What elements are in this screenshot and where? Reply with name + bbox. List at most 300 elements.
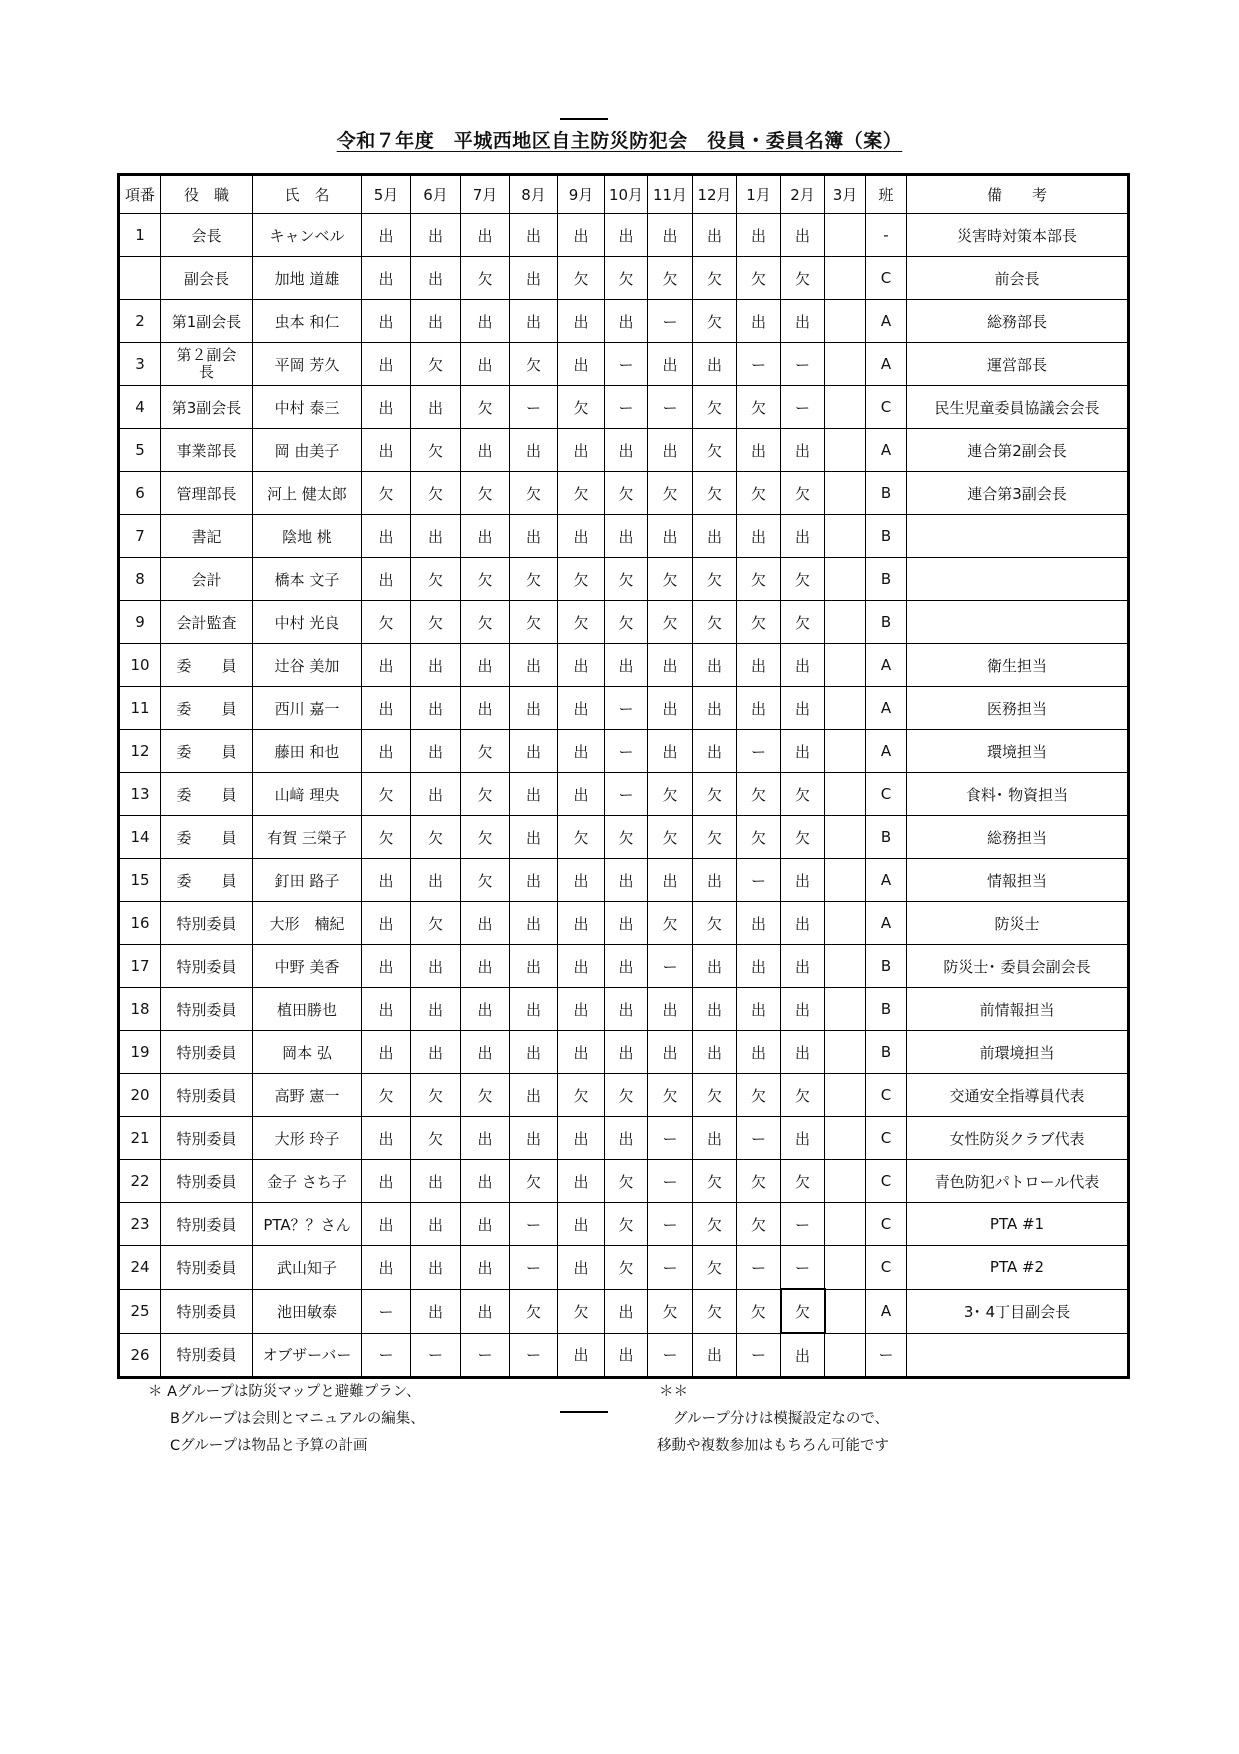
column-header: 班	[866, 175, 907, 214]
member-role: 第1副会長	[161, 300, 253, 343]
attendance-cell: 出	[605, 1117, 648, 1160]
group-cell: ー	[866, 1333, 907, 1378]
row-number: 6	[119, 472, 161, 515]
member-name: 山﨑 理央	[253, 773, 362, 816]
attendance-cell: 欠	[781, 1074, 825, 1117]
member-role: 特別委員	[161, 1203, 253, 1246]
column-header: 9月	[558, 175, 605, 214]
attendance-cell: ー	[648, 945, 693, 988]
attendance-cell	[825, 859, 866, 902]
attendance-cell: 欠	[648, 601, 693, 644]
attendance-cell: 出	[411, 1246, 461, 1290]
attendance-cell: 出	[461, 300, 510, 343]
attendance-cell: 欠	[461, 386, 510, 429]
row-number: 2	[119, 300, 161, 343]
member-name: オブザーバー	[253, 1333, 362, 1378]
attendance-cell: 欠	[693, 902, 737, 945]
member-name: PTA？？さん	[253, 1203, 362, 1246]
attendance-cell: 欠	[461, 257, 510, 300]
attendance-cell: 出	[362, 1031, 411, 1074]
attendance-cell: 欠	[648, 472, 693, 515]
note-cell: 医務担当	[907, 687, 1129, 730]
attendance-cell: 出	[605, 644, 648, 687]
attendance-cell: 欠	[461, 472, 510, 515]
attendance-cell: 出	[693, 1333, 737, 1378]
attendance-cell: 出	[510, 773, 558, 816]
member-name: 大形 楠紀	[253, 902, 362, 945]
attendance-cell: 出	[605, 1289, 648, 1333]
attendance-cell: 欠	[411, 343, 461, 386]
table-row	[119, 902, 1129, 945]
attendance-cell	[825, 945, 866, 988]
group-cell: A	[866, 644, 907, 687]
attendance-cell: 出	[737, 214, 781, 257]
attendance-cell: 欠	[781, 472, 825, 515]
row-number: 5	[119, 429, 161, 472]
attendance-cell: 出	[461, 1117, 510, 1160]
attendance-cell: 欠	[411, 558, 461, 601]
attendance-cell: 欠	[461, 816, 510, 859]
note-cell: 前会長	[907, 257, 1129, 300]
table-row	[119, 343, 1129, 386]
column-header: 項番	[119, 175, 161, 214]
note-right-line: グループ分けは模擬設定なので、	[673, 1411, 890, 1427]
attendance-cell: 欠	[605, 257, 648, 300]
member-name: 中野 美香	[253, 945, 362, 988]
member-name: 大形 玲子	[253, 1117, 362, 1160]
attendance-cell: 欠	[737, 1203, 781, 1246]
row-number: 11	[119, 687, 161, 730]
group-cell: B	[866, 988, 907, 1031]
member-name: 虫本 和仁	[253, 300, 362, 343]
attendance-cell: 欠	[411, 902, 461, 945]
attendance-cell: 出	[605, 429, 648, 472]
member-name: 藤田 和也	[253, 730, 362, 773]
member-name: 河上 健太郎	[253, 472, 362, 515]
notes-left	[148, 1379, 425, 1460]
attendance-cell: 出	[362, 1203, 411, 1246]
attendance-cell: 出	[510, 859, 558, 902]
attendance-cell: 出	[648, 343, 693, 386]
attendance-cell: 欠	[558, 472, 605, 515]
row-number: 26	[119, 1333, 161, 1378]
attendance-cell: 出	[510, 1031, 558, 1074]
member-name: 池田敏泰	[253, 1289, 362, 1333]
attendance-cell: 出	[605, 988, 648, 1031]
attendance-cell: 欠	[558, 257, 605, 300]
attendance-cell: ー	[605, 773, 648, 816]
attendance-cell: 欠	[648, 1289, 693, 1333]
attendance-cell: 欠	[693, 601, 737, 644]
note-cell: 連合第2副会長	[907, 429, 1129, 472]
attendance-cell: 出	[461, 1289, 510, 1333]
attendance-cell: ー	[461, 1333, 510, 1378]
attendance-cell: 欠	[510, 1289, 558, 1333]
note-left-line: Cグループは物品と予算の計画	[170, 1438, 368, 1454]
member-name: 橋本 文子	[253, 558, 362, 601]
attendance-cell: 出	[693, 687, 737, 730]
attendance-cell	[825, 1289, 866, 1333]
attendance-cell: 欠	[648, 902, 693, 945]
attendance-cell: 欠	[693, 1246, 737, 1290]
attendance-cell: 欠	[411, 601, 461, 644]
member-role: 委 員	[161, 730, 253, 773]
attendance-cell: ー	[648, 1246, 693, 1290]
column-header: 7月	[461, 175, 510, 214]
attendance-cell: 欠	[461, 773, 510, 816]
table-row	[119, 386, 1129, 429]
table-row	[119, 472, 1129, 515]
table-row	[119, 945, 1129, 988]
attendance-cell: 欠	[648, 816, 693, 859]
member-name: 中村 光良	[253, 601, 362, 644]
attendance-cell: ー	[737, 1333, 781, 1378]
attendance-cell	[825, 1117, 866, 1160]
row-number: 4	[119, 386, 161, 429]
attendance-cell: 出	[411, 1160, 461, 1203]
attendance-cell: ー	[648, 1160, 693, 1203]
member-role: 委 員	[161, 644, 253, 687]
attendance-cell: ー	[781, 386, 825, 429]
attendance-cell: 出	[693, 945, 737, 988]
table-row	[119, 1246, 1129, 1290]
attendance-cell: ー	[605, 343, 648, 386]
attendance-cell: 欠	[510, 601, 558, 644]
row-number: 22	[119, 1160, 161, 1203]
attendance-cell: 出	[362, 1160, 411, 1203]
row-number: 18	[119, 988, 161, 1031]
attendance-cell: 出	[648, 859, 693, 902]
member-role: 特別委員	[161, 1117, 253, 1160]
group-cell: B	[866, 601, 907, 644]
attendance-cell: 出	[558, 1333, 605, 1378]
group-cell: A	[866, 300, 907, 343]
attendance-cell: 出	[461, 343, 510, 386]
attendance-cell: 出	[781, 988, 825, 1031]
attendance-cell: 出	[737, 429, 781, 472]
member-role: 特別委員	[161, 945, 253, 988]
attendance-cell: 出	[510, 515, 558, 558]
member-role: 特別委員	[161, 1031, 253, 1074]
attendance-cell: 出	[362, 429, 411, 472]
column-header: 3月	[825, 175, 866, 214]
attendance-cell: 出	[605, 1333, 648, 1378]
attendance-cell	[825, 902, 866, 945]
row-number: 24	[119, 1246, 161, 1290]
attendance-cell: 欠	[693, 558, 737, 601]
row-number: 14	[119, 816, 161, 859]
column-header: 10月	[605, 175, 648, 214]
row-number: 15	[119, 859, 161, 902]
attendance-cell: 出	[411, 859, 461, 902]
attendance-cell: 欠	[693, 472, 737, 515]
attendance-cell: ー	[737, 1117, 781, 1160]
attendance-cell: ー	[411, 1333, 461, 1378]
group-cell: A	[866, 429, 907, 472]
member-name: 加地 道雄	[253, 257, 362, 300]
attendance-cell	[825, 1333, 866, 1378]
group-cell: B	[866, 816, 907, 859]
member-role: 会計	[161, 558, 253, 601]
note-cell: 連合第3副会長	[907, 472, 1129, 515]
attendance-cell: 出	[648, 1031, 693, 1074]
roster-table	[117, 173, 1130, 1379]
attendance-cell: 欠	[510, 343, 558, 386]
note-left-line: Bグループは会則とマニュアルの編集、	[170, 1411, 425, 1427]
attendance-cell: 出	[461, 1246, 510, 1290]
attendance-cell: 欠	[461, 558, 510, 601]
note-left-line: ＊ Aグループは防災マップと避難プラン、	[148, 1384, 421, 1400]
attendance-cell: 欠	[558, 1289, 605, 1333]
attendance-cell: ー	[510, 1246, 558, 1290]
attendance-cell: 出	[693, 644, 737, 687]
attendance-cell: 欠	[781, 773, 825, 816]
table-row	[119, 687, 1129, 730]
attendance-cell: 出	[411, 386, 461, 429]
attendance-cell: 出	[781, 644, 825, 687]
attendance-cell: 出	[510, 1074, 558, 1117]
attendance-cell: ー	[648, 300, 693, 343]
table-row	[119, 1203, 1129, 1246]
attendance-cell: 欠	[362, 601, 411, 644]
row-number: 19	[119, 1031, 161, 1074]
notes-right	[657, 1379, 889, 1460]
attendance-cell: 出	[510, 816, 558, 859]
attendance-cell	[825, 773, 866, 816]
row-number: 9	[119, 601, 161, 644]
attendance-cell: 欠	[693, 257, 737, 300]
attendance-cell: 出	[362, 343, 411, 386]
attendance-cell: 出	[737, 1031, 781, 1074]
member-name: キャンベル	[253, 214, 362, 257]
attendance-cell: 出	[510, 988, 558, 1031]
attendance-cell: 出	[693, 988, 737, 1031]
attendance-cell: 出	[461, 988, 510, 1031]
attendance-cell	[825, 601, 866, 644]
attendance-cell: 出	[461, 644, 510, 687]
table-header-row	[119, 175, 1129, 214]
row-number: 20	[119, 1074, 161, 1117]
attendance-cell: 出	[461, 515, 510, 558]
row-number: 3	[119, 343, 161, 386]
group-cell: C	[866, 1203, 907, 1246]
attendance-cell: 欠	[510, 1160, 558, 1203]
attendance-cell: 欠	[411, 1117, 461, 1160]
note-cell: 総務部長	[907, 300, 1129, 343]
attendance-cell: 出	[461, 1031, 510, 1074]
row-number: 16	[119, 902, 161, 945]
attendance-cell: 欠	[558, 558, 605, 601]
group-cell: C	[866, 386, 907, 429]
member-role: 特別委員	[161, 988, 253, 1031]
attendance-cell: 出	[558, 945, 605, 988]
note-cell: 衛生担当	[907, 644, 1129, 687]
attendance-cell: 出	[781, 214, 825, 257]
attendance-cell: 欠	[362, 816, 411, 859]
attendance-cell: 欠	[411, 1074, 461, 1117]
attendance-cell: ー	[362, 1289, 411, 1333]
member-role: 書記	[161, 515, 253, 558]
attendance-cell: 欠	[737, 601, 781, 644]
attendance-cell	[825, 257, 866, 300]
table-row	[119, 1289, 1129, 1333]
member-role: 特別委員	[161, 902, 253, 945]
attendance-cell: 出	[558, 1160, 605, 1203]
table-row	[119, 558, 1129, 601]
attendance-cell: 欠	[558, 601, 605, 644]
attendance-cell: ー	[510, 1333, 558, 1378]
attendance-cell: 出	[362, 515, 411, 558]
column-header: 8月	[510, 175, 558, 214]
attendance-cell: 欠	[362, 773, 411, 816]
attendance-cell	[825, 343, 866, 386]
note-cell: PTA #2	[907, 1246, 1129, 1290]
attendance-cell: 出	[362, 257, 411, 300]
member-name: 辻谷 美加	[253, 644, 362, 687]
attendance-cell: 欠	[605, 1160, 648, 1203]
group-cell: B	[866, 558, 907, 601]
attendance-cell	[825, 816, 866, 859]
attendance-cell: 欠	[461, 601, 510, 644]
attendance-cell: 欠	[737, 558, 781, 601]
attendance-cell: 欠	[605, 1203, 648, 1246]
attendance-cell: 出	[781, 945, 825, 988]
attendance-cell	[825, 386, 866, 429]
row-number	[119, 257, 161, 300]
attendance-cell: 出	[605, 515, 648, 558]
attendance-cell: 欠	[411, 472, 461, 515]
attendance-cell: 出	[781, 902, 825, 945]
attendance-cell: 出	[362, 644, 411, 687]
attendance-cell: 出	[737, 644, 781, 687]
row-number: 12	[119, 730, 161, 773]
notes-decorative-line	[560, 1411, 608, 1413]
attendance-cell: 出	[558, 988, 605, 1031]
note-cell: 青色防犯パトロール代表	[907, 1160, 1129, 1203]
table-row	[119, 1031, 1129, 1074]
attendance-cell: 出	[648, 644, 693, 687]
group-cell: B	[866, 945, 907, 988]
attendance-cell: 出	[737, 988, 781, 1031]
attendance-cell: 出	[693, 343, 737, 386]
attendance-cell	[825, 300, 866, 343]
attendance-cell	[825, 1246, 866, 1290]
row-number: 17	[119, 945, 161, 988]
attendance-cell: 出	[737, 515, 781, 558]
note-cell: 前情報担当	[907, 988, 1129, 1031]
member-name: 陰地 桃	[253, 515, 362, 558]
attendance-cell: 出	[411, 988, 461, 1031]
attendance-cell: 出	[648, 214, 693, 257]
attendance-cell: 出	[605, 214, 648, 257]
note-cell: 環境担当	[907, 730, 1129, 773]
attendance-cell: 欠	[781, 816, 825, 859]
attendance-cell: 欠	[693, 1160, 737, 1203]
note-cell: 防災士･ 委員会副会長	[907, 945, 1129, 988]
attendance-cell: 欠	[362, 1074, 411, 1117]
attendance-cell: 欠	[605, 558, 648, 601]
attendance-cell: ー	[737, 1246, 781, 1290]
attendance-cell: ー	[781, 1203, 825, 1246]
attendance-cell: 欠	[510, 558, 558, 601]
attendance-cell: 欠	[781, 1160, 825, 1203]
group-cell: C	[866, 1117, 907, 1160]
attendance-cell: 出	[781, 730, 825, 773]
attendance-cell: 欠	[605, 601, 648, 644]
table-row	[119, 300, 1129, 343]
attendance-cell: 出	[510, 687, 558, 730]
attendance-cell: 欠	[693, 1074, 737, 1117]
attendance-cell: ー	[737, 730, 781, 773]
attendance-cell: 出	[693, 859, 737, 902]
row-number: 21	[119, 1117, 161, 1160]
attendance-cell: 出	[362, 300, 411, 343]
note-cell: 運営部長	[907, 343, 1129, 386]
attendance-cell: 出	[558, 1203, 605, 1246]
attendance-cell: ー	[781, 343, 825, 386]
attendance-cell: 出	[605, 300, 648, 343]
attendance-cell: 欠	[461, 859, 510, 902]
attendance-cell: 出	[558, 730, 605, 773]
attendance-cell: ー	[510, 386, 558, 429]
attendance-cell: 出	[510, 300, 558, 343]
column-header: 2月	[781, 175, 825, 214]
attendance-cell: 出	[362, 558, 411, 601]
attendance-cell: 出	[781, 1031, 825, 1074]
attendance-cell: 出	[411, 1031, 461, 1074]
attendance-cell: 出	[411, 730, 461, 773]
attendance-cell: 出	[362, 214, 411, 257]
member-name: 釘田 路子	[253, 859, 362, 902]
attendance-cell: 出	[411, 773, 461, 816]
attendance-cell: 欠	[558, 386, 605, 429]
attendance-cell: 出	[558, 1246, 605, 1290]
group-cell: A	[866, 902, 907, 945]
attendance-cell	[825, 1031, 866, 1074]
table-row	[119, 773, 1129, 816]
table-row	[119, 515, 1129, 558]
attendance-cell	[825, 558, 866, 601]
attendance-cell	[825, 687, 866, 730]
row-number: 13	[119, 773, 161, 816]
attendance-cell: 欠	[461, 730, 510, 773]
attendance-cell: 出	[362, 730, 411, 773]
member-role: 委 員	[161, 687, 253, 730]
top-decorative-line	[560, 118, 608, 120]
attendance-cell: ー	[362, 1333, 411, 1378]
member-role: 委 員	[161, 816, 253, 859]
attendance-cell: 出	[510, 257, 558, 300]
note-cell: 総務担当	[907, 816, 1129, 859]
attendance-cell: 出	[362, 988, 411, 1031]
attendance-cell: 出	[605, 859, 648, 902]
table-row	[119, 988, 1129, 1031]
column-header: 備 考	[907, 175, 1129, 214]
attendance-cell: 出	[558, 687, 605, 730]
attendance-cell: 欠	[693, 300, 737, 343]
attendance-cell: 出	[558, 515, 605, 558]
attendance-cell: 欠	[737, 1074, 781, 1117]
attendance-cell: 出	[781, 429, 825, 472]
member-name: 平岡 芳久	[253, 343, 362, 386]
attendance-cell: ー	[510, 1203, 558, 1246]
member-role: 特別委員	[161, 1074, 253, 1117]
attendance-cell: 出	[411, 945, 461, 988]
group-cell: B	[866, 515, 907, 558]
attendance-cell: 欠	[648, 773, 693, 816]
note-cell	[907, 601, 1129, 644]
attendance-cell: 欠	[781, 558, 825, 601]
